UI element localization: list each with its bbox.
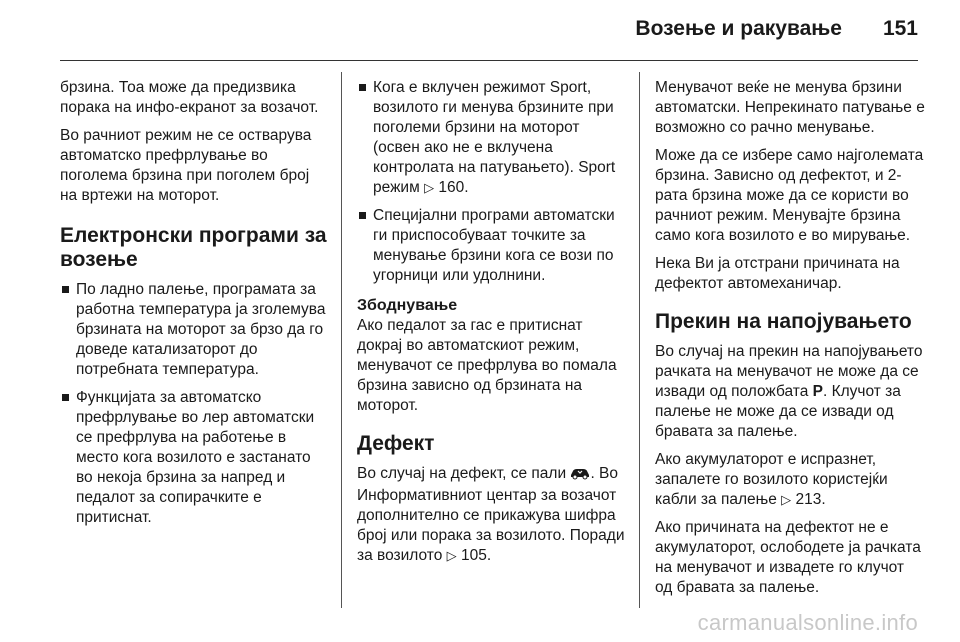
paragraph-text: Во случај на прекин на напојувањето рачката на менувачот не може да се извади од положбата — [655, 343, 923, 400]
paragraph — [357, 464, 627, 566]
column-1 — [60, 78, 330, 536]
column-2 — [357, 78, 627, 574]
section-heading-electronic-programs: Електронски програми за возење — [60, 224, 327, 271]
page-title: Возење и ракување — [635, 17, 842, 40]
column-divider — [639, 72, 640, 608]
paragraph: Менувачот веќе не менува брзини автоматски. Непрекинато патување е возможно со рачно менување. — [655, 79, 925, 136]
paragraph: брзина. Тоа може да предизвика порака на инфо-екранот за возачот. — [60, 79, 319, 116]
paragraph-text: . Клучот за палење не може да се извади од бравата за палење. — [655, 383, 901, 440]
paragraph: Нека Ви ја отстрани причината на дефектот автомеханичар. — [655, 255, 900, 292]
watermark: carmanualsonline.info — [697, 610, 918, 635]
reference-arrow-icon: ▷ — [781, 492, 792, 507]
paragraph — [655, 450, 925, 510]
page-reference: 160. — [438, 179, 469, 196]
paragraph: Ако причината на дефектот не е акумулаторот, ослободете ја рачката на менувачот и извадете го клучот од бравата за палење. — [655, 519, 921, 596]
section-heading-power-interruption: Прекин на напојувањето — [655, 310, 912, 333]
list-item: По ладно палење, програмата за работна температура ја зголемува брзината на моторот за брзо да го доведе катализаторот до потребната температура. — [60, 280, 330, 380]
list-item — [357, 78, 627, 198]
section-heading-fault: Дефект — [357, 432, 435, 455]
paragraph — [655, 342, 925, 442]
car-transmission-fault-icon — [570, 466, 590, 486]
list-item-text: Кога е вклучен режимот Sport, возилото ги менува брзините при поголеми брзини на моторот (освен ако не е вклучена контролата на патувањето). Sport режим — [373, 79, 616, 196]
gear-position-p: P — [812, 383, 823, 400]
paragraph-text: Ако акумулаторот е испразнет, запалете го возилото користејќи кабли за палење — [655, 451, 888, 508]
paragraph: Може да се избере само најголемата брзина. Зависно од дефектот, и 2-рата брзина може да се користи во рачниот режим. Менувајте брзина само кога возилото е во мирување. — [655, 147, 924, 244]
page-number: 151 — [882, 17, 918, 40]
page-reference: 105. — [460, 547, 492, 564]
bullet-list — [357, 78, 627, 286]
page-header — [0, 0, 960, 62]
page-reference: 213. — [795, 491, 826, 508]
paragraph: Во рачниот режим не се остварува автоматско префрлување во поголема брзина при поголем број на вртежи на моторот. — [60, 127, 312, 204]
list-item: Функцијата за автоматско префрлување во лер автоматски се префрлува на работење в место кога возилото е застанато во некоја брзина за напред и педалот за сопирачките е притиснат. — [60, 388, 330, 528]
reference-arrow-icon: ▷ — [424, 180, 435, 195]
list-item: Специјални програми автоматски ги приспособуваат точките за менување брзини кога се вози по угорници или удолнини. — [357, 206, 627, 286]
reference-arrow-icon: ▷ — [446, 548, 457, 563]
column-3 — [655, 78, 925, 606]
bullet-list — [60, 280, 330, 528]
paragraph-text: Во случај на дефект, се пали — [357, 465, 567, 482]
paragraph-text: . Во Информативниот центар за возачот дополнително се прикажува шифра број или порака за возилото. Поради за возилото — [357, 465, 625, 564]
paragraph: Ако педалот за гас е притиснат докрај во автоматскиот режим, менувачот се префрлува во помала брзина зависно од брзината на моторот. — [357, 317, 617, 414]
header-rule — [60, 60, 918, 61]
subheading-kickdown: Збоднување — [357, 297, 458, 314]
column-divider — [341, 72, 342, 608]
